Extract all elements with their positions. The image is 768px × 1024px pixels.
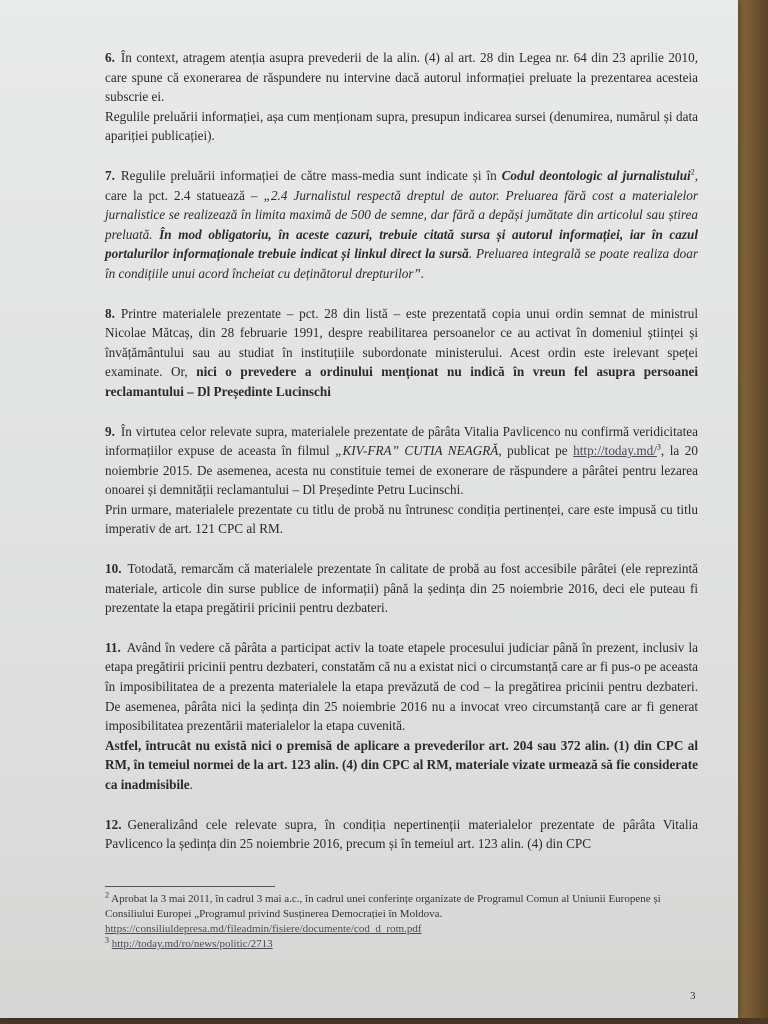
footnote-separator (105, 886, 275, 887)
source-link[interactable]: http://today.md/ (573, 443, 657, 459)
paragraph-number: 10. (105, 561, 122, 577)
paragraph-number: 6. (105, 50, 115, 65)
quote-text: . Preluarea integrală se poate realiza doar în condițiile unui acord încheiat cu deținătorul drepturilor”. (105, 246, 698, 281)
paragraph-text: În context, atragem atenția asupra prevederii de la alin. (4) al art. 28 din Legea nr. 64 din 23 aprilie 2010, care spune că exonerarea de răspundere nu intervine dacă autorul informației preluate la prezentarea acesteia subscrie ei. (105, 50, 698, 105)
paragraph-7 (105, 166, 698, 284)
desk-background (738, 0, 768, 1024)
footnote-3 (105, 937, 698, 952)
paragraph-text: Regulile preluării informației de către mass-media sunt indicate și în (120, 167, 502, 183)
paragraph-number: 9. (105, 423, 115, 439)
paragraph-text: Regulile preluării informației, așa cum menționam supra, presupun indicarea sursei (denumirea, numărul și data apariției publicației). (105, 108, 698, 144)
paragraph-text: Având în vedere că pârâta a participat activ la toate etapele procesului judiciar până în prezent, inclusiv la etapa pregătirii pricinii pentru dezbateri, constatăm că nu a existat nici o circumstanță care ar fi pus-o pe aceasta în imposibilitatea de a prezenta materialele la etapa prevăzută de cod – la pregătirea pricinii pentru dezbateri. De asemenea, pârâta nici la ședința din 25 noiembrie 2016 nu a invocat vreo circumstanță care ar fi generat imposibilitatea prezentării materialelor la etapa cuvenită. (105, 639, 698, 734)
paragraph-text: În virtutea celor relevate supra, materialele prezentate de pârâta Vitalia Pavlicenco nu confirmă veridicitatea informațiilor expuse de aceasta în filmul (105, 423, 698, 459)
footnote-ref: 3 (656, 442, 661, 452)
paragraph-text: Prin urmare, materialele prezentate cu titlu de probă nu întrunesc condiția pertinenței, care este impusă cu titlu imperativ de art. 121 CPC al RM. (105, 501, 698, 537)
paragraph-text: Generalizând cele relevate supra, în condiția nepertinenții materialelor prezentate de pârâta Vitalia Pavlicenco la ședința din 25 noiembrie 2016, precum și în temeiul art. 123 alin. (4) din CPC (105, 816, 698, 852)
footnote-2 (105, 892, 698, 922)
quote-text: „2.4 Jurnalistul respectă dreptul de autor. Preluarea fără cost a materialelor jurnalistice se realizează în limita maximă de 500 de semne, dar fără a depăși jumătate din articolul sau știrea preluată. (105, 187, 699, 242)
paragraph-emphasis: Astfel, întrucât nu există nici o premisă de aplicare a prevederilor art. 204 sau 372 alin. (1) din CPC al RM, în temeiul normei de la art. 123 alin. (4) din CPC al RM, materiale vizate urmează să fie considerate ca inadmisibile (105, 737, 698, 792)
paragraph-emphasis: nici o prevedere a ordinului menționat nu indică în vreun fel asupra persoanei reclamantului – Dl Președinte Lucinschi (105, 364, 699, 399)
footnote-link[interactable]: http://today.md/ro/news/politic/2713 (111, 938, 273, 950)
footnote-marker: 3 (105, 935, 109, 945)
paragraph-text: , publicat pe (498, 443, 574, 459)
code-title: Codul deontologic al jurnalistului (501, 167, 691, 183)
paragraph-text: Totodată, remarcăm că materialele prezentate în calitate de probă au fost accesibile pârâtei (ele reprezintă materiale, articole din surse publice de informații) până la ședința din 25 noiembrie 2016, deci ele puteau fi prezentate la etapa pregătirii pricinii pentru dezbateri. (105, 561, 698, 616)
paragraph-10 (105, 559, 698, 618)
paragraph-text: . (189, 777, 193, 792)
quote-emphasis: În mod obligatoriu, în aceste cazuri, trebuie citată sursa și autorul informației, iar în cazul portalurilor informaționale trebuie indicat și linkul direct la sursă (105, 226, 698, 262)
film-title: „KIV-FRA” CUTIA NEAGRĂ (335, 443, 499, 459)
document-body (105, 48, 698, 874)
footnote-marker: 2 (105, 890, 109, 900)
footnote-link[interactable]: https://consiliuldepresa.md/fileadmin/fisiere/documente/cod_d_rom.pdf (105, 923, 422, 935)
paragraph-6 (105, 48, 698, 146)
paragraph-text: Printre materialele prezentate – pct. 28 din listă – este prezentată copia unui ordin semnat de ministrul Nicolae Mătcaș, din 28 februarie 1991, despre reabilitarea persoanelor ce au activat în domeniul științei și învățământului sau au studiat în instituțiile subordonate ministerului. Acest ordin este irelevant speței examinate. Or, (105, 305, 698, 380)
paragraph-11 (105, 638, 698, 795)
paragraph-12 (105, 815, 698, 854)
paragraph-9 (105, 422, 698, 540)
paragraph-text: , care la pct. 2.4 statuează – (105, 167, 698, 203)
paragraph-number: 8. (105, 305, 115, 321)
paragraph-number: 11. (105, 639, 121, 655)
paragraph-8 (105, 304, 698, 402)
paragraph-number: 12. (105, 816, 122, 832)
paragraph-text: , la 20 noiembrie 2015. De asemenea, acesta nu constituie temei de exonerare de răspundere a pârâtei pentru lezarea onoarei și demnității reclamantului – Dl Președinte Petru Lucinschi. (105, 443, 698, 498)
page-number: 3 (690, 990, 696, 1002)
footnote-text: Aprobat la 3 mai 2011, în cadrul 3 mai a.c., în cadrul unei conferințe organizate de Programul Comun al Uniunii Europene și Consiliului Europei „Programul privind Susținerea Democrației în Moldova. (105, 893, 661, 920)
desk-background-bottom (0, 1018, 768, 1024)
footnotes (105, 892, 698, 952)
footnote-ref: 2 (690, 167, 695, 177)
paragraph-number: 7. (105, 167, 115, 183)
